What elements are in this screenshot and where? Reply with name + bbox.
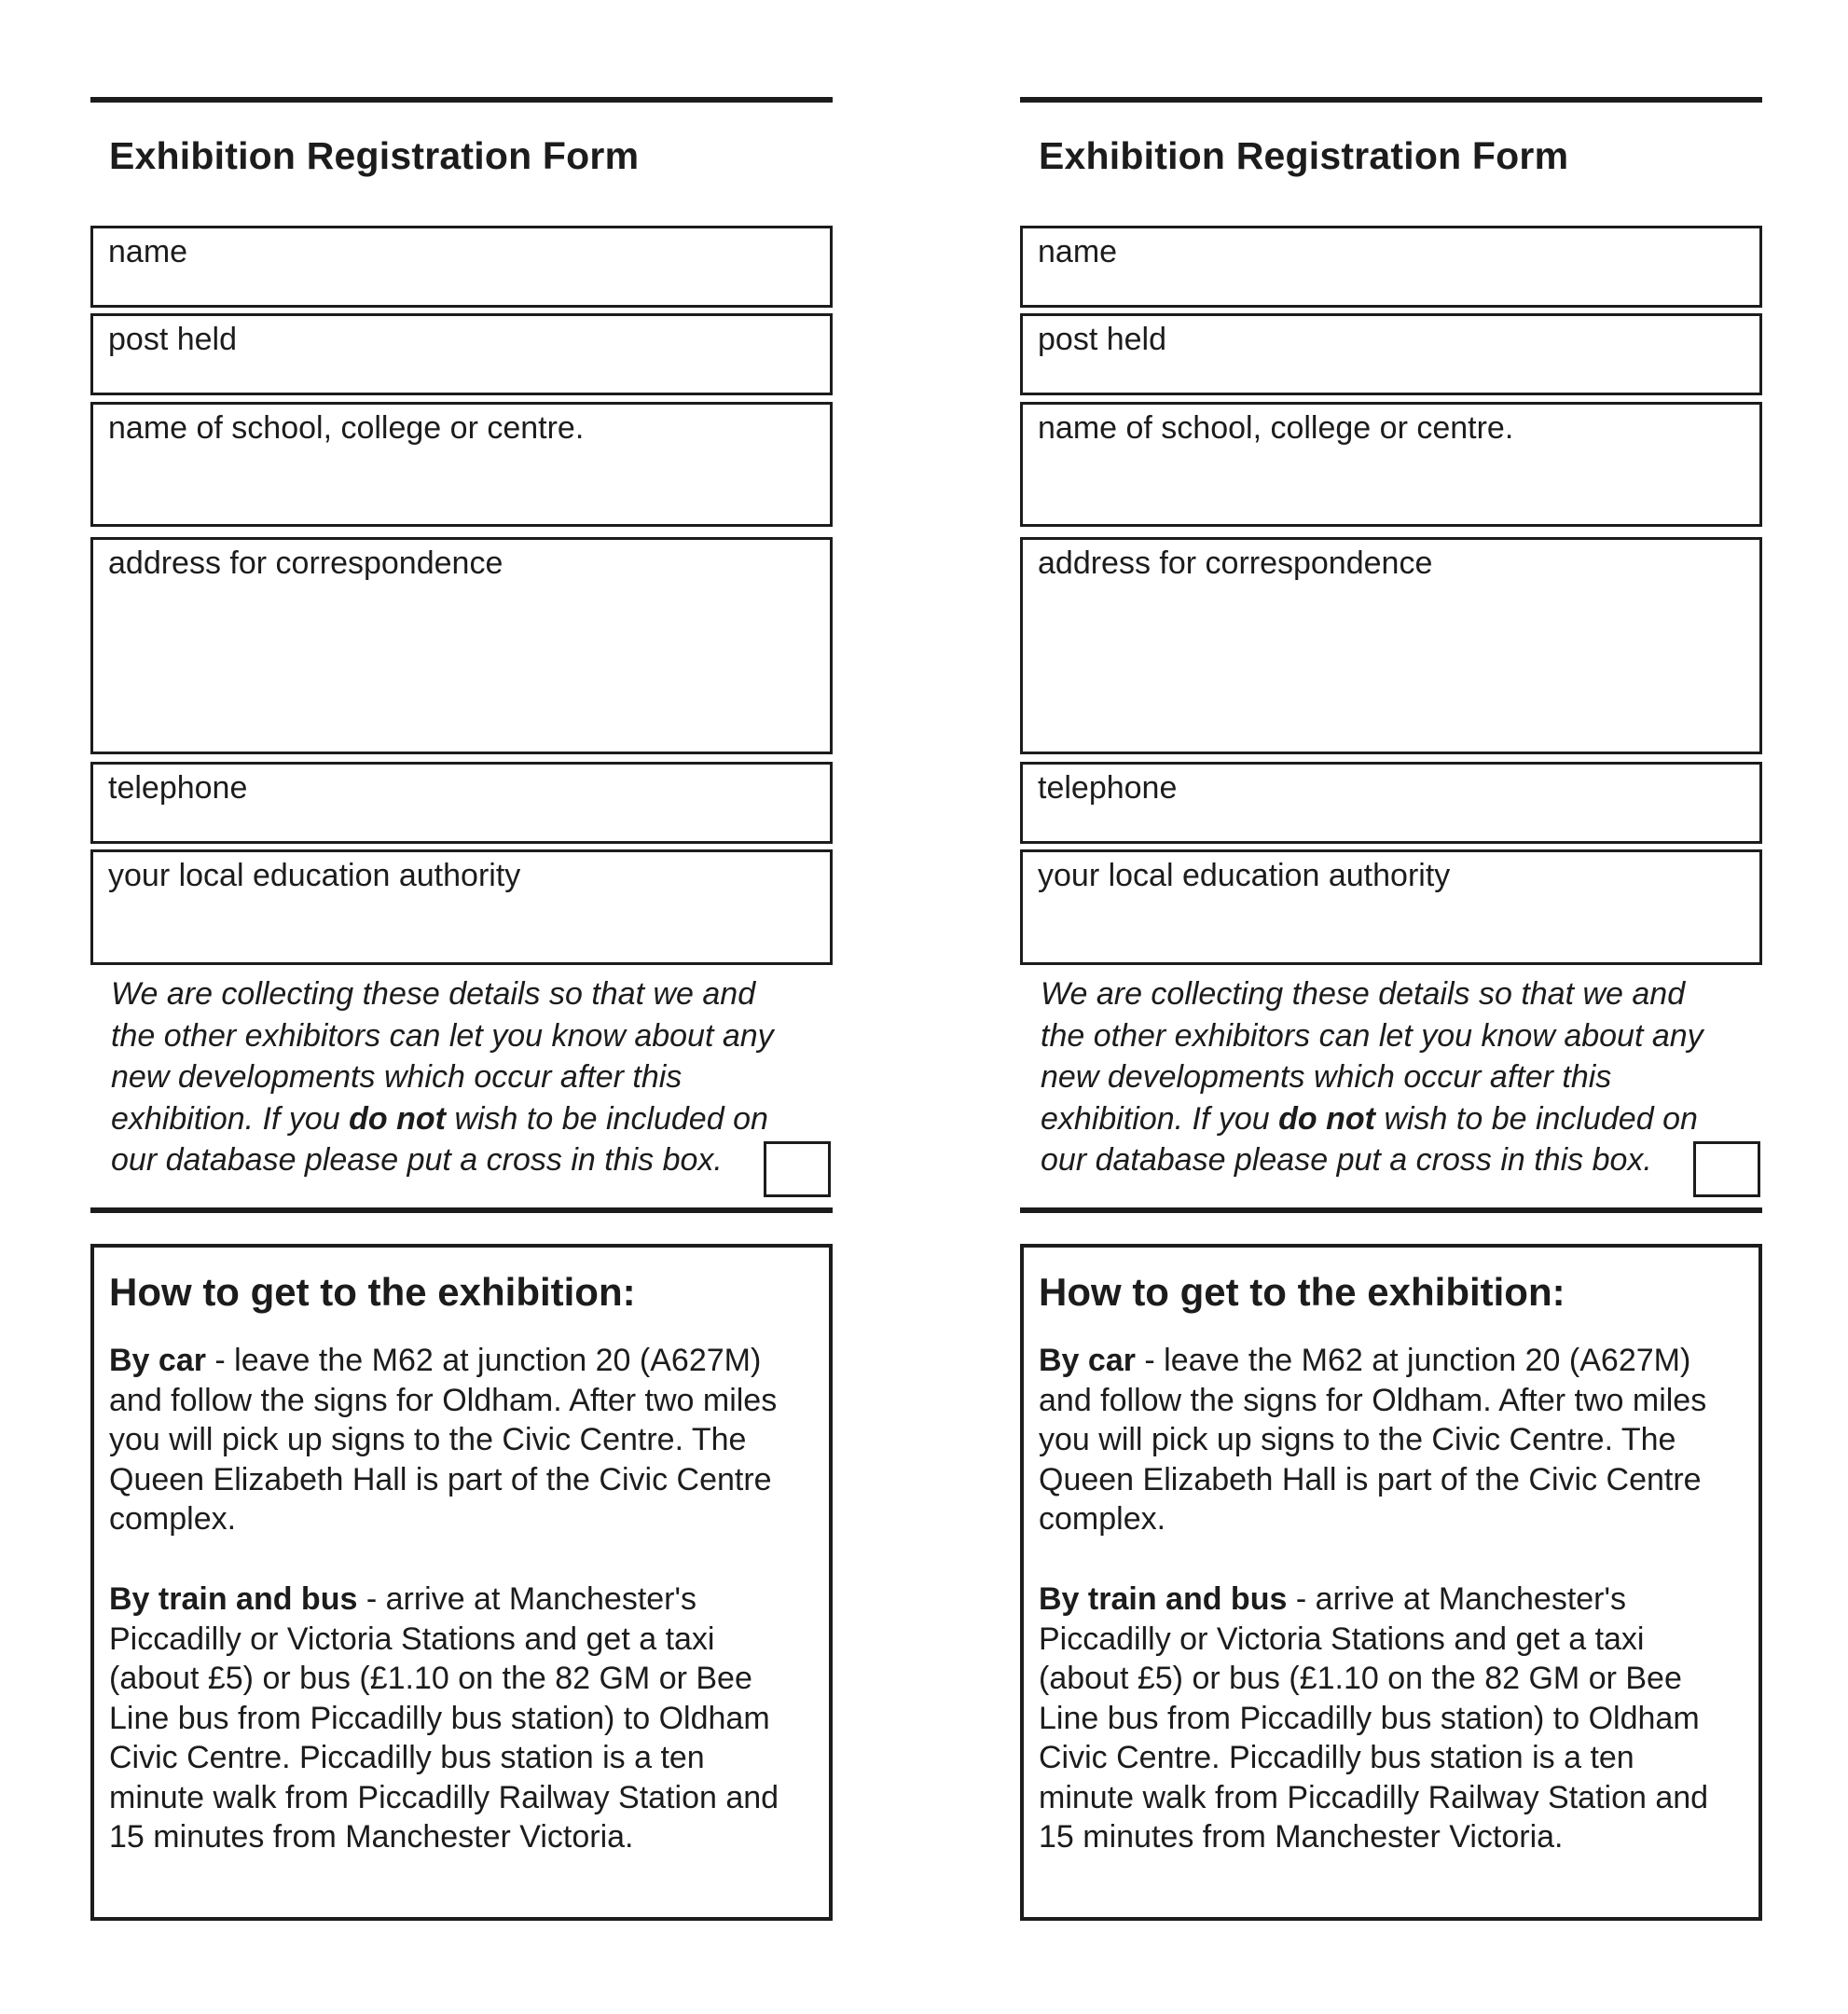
by-train-line bbox=[109, 1579, 818, 1620]
privacy-note-line: the other exhibitors can let you know about any bbox=[1041, 1017, 1703, 1054]
directions-box bbox=[90, 1244, 833, 1921]
by-car-lead: By car bbox=[109, 1343, 206, 1378]
by-train-line: 15 minutes from Manchester Victoria. bbox=[1039, 1819, 1564, 1855]
post-held-field[interactable] bbox=[1020, 313, 1762, 395]
privacy-note-text: wish to be included on bbox=[446, 1100, 768, 1137]
by-car-text: - leave the M62 at junction 20 (A627M) bbox=[205, 1343, 762, 1378]
by-car-paragraph bbox=[109, 1341, 818, 1539]
name-label: name bbox=[108, 234, 188, 269]
directions-box bbox=[1020, 1244, 1762, 1921]
by-train-line: minute walk from Piccadilly Railway Station and bbox=[1039, 1779, 1709, 1815]
by-car-line: you will pick up signs to the Civic Centre. The bbox=[109, 1422, 747, 1457]
divider-rule bbox=[1020, 1207, 1762, 1213]
privacy-note-emphasis: do not bbox=[349, 1100, 446, 1137]
name-label: name bbox=[1038, 234, 1118, 269]
privacy-note-line: new developments which occur after this bbox=[111, 1059, 683, 1095]
post-held-label: post held bbox=[1038, 322, 1166, 357]
form-title: Exhibition Registration Form bbox=[1039, 134, 1569, 177]
by-train-text: - arrive at Manchester's bbox=[1287, 1581, 1626, 1617]
directions-heading: How to get to the exhibition: bbox=[1039, 1270, 1565, 1314]
privacy-note-line: our database please put a cross in this box. bbox=[111, 1142, 723, 1178]
by-train-line: Line bus from Piccadilly bus station) to Oldham bbox=[109, 1700, 770, 1736]
by-train-line: minute walk from Piccadilly Railway Station and bbox=[109, 1779, 779, 1815]
divider-rule bbox=[90, 1207, 833, 1213]
post-held-label: post held bbox=[108, 322, 237, 357]
by-train-line: Line bus from Piccadilly bus station) to Oldham bbox=[1039, 1700, 1700, 1736]
address-label: address for correspondence bbox=[1038, 545, 1433, 581]
privacy-note-line bbox=[1041, 1098, 1758, 1140]
by-car-line: and follow the signs for Oldham. After two miles bbox=[1039, 1382, 1707, 1418]
by-car-line: Queen Elizabeth Hall is part of the Civic Centre bbox=[1039, 1461, 1702, 1497]
by-train-line: Piccadilly or Victoria Stations and get a taxi bbox=[109, 1621, 715, 1657]
by-train-line: (about £5) or bus (£1.10 on the 82 GM or Bee bbox=[109, 1661, 752, 1696]
privacy-note-line bbox=[111, 1098, 829, 1140]
top-rule bbox=[1020, 97, 1762, 103]
by-train-text: - arrive at Manchester's bbox=[357, 1581, 696, 1617]
privacy-note-emphasis: do not bbox=[1278, 1100, 1375, 1137]
privacy-note-text: exhibition. If you bbox=[1041, 1100, 1279, 1137]
privacy-note-line: our database please put a cross in this box. bbox=[1041, 1142, 1652, 1178]
school-field[interactable] bbox=[90, 402, 833, 527]
privacy-note bbox=[1041, 973, 1758, 1181]
by-car-lead: By car bbox=[1039, 1343, 1136, 1378]
post-held-field[interactable] bbox=[90, 313, 833, 395]
school-label: name of school, college or centre. bbox=[1038, 410, 1514, 446]
local-education-authority-label: your local education authority bbox=[1038, 858, 1451, 893]
top-rule bbox=[90, 97, 833, 103]
telephone-field[interactable] bbox=[90, 762, 833, 844]
by-car-line: and follow the signs for Oldham. After two miles bbox=[109, 1382, 778, 1418]
by-car-line bbox=[1039, 1341, 1747, 1381]
school-field[interactable] bbox=[1020, 402, 1762, 527]
telephone-label: telephone bbox=[108, 770, 248, 806]
by-car-paragraph bbox=[1039, 1341, 1747, 1539]
by-car-line: complex. bbox=[1039, 1501, 1166, 1537]
by-car-line bbox=[109, 1341, 818, 1381]
by-car-text: - leave the M62 at junction 20 (A627M) bbox=[1135, 1343, 1691, 1378]
local-education-authority-label: your local education authority bbox=[108, 858, 521, 893]
name-field[interactable] bbox=[90, 226, 833, 308]
opt-out-checkbox[interactable] bbox=[1693, 1141, 1760, 1197]
opt-out-checkbox[interactable] bbox=[764, 1141, 831, 1197]
by-train-paragraph bbox=[1039, 1579, 1747, 1857]
name-field[interactable] bbox=[1020, 226, 1762, 308]
local-education-authority-field[interactable] bbox=[1020, 849, 1762, 965]
privacy-note-line: We are collecting these details so that we and bbox=[111, 976, 756, 1012]
by-train-line bbox=[1039, 1579, 1747, 1620]
by-train-line: Piccadilly or Victoria Stations and get a taxi bbox=[1039, 1621, 1645, 1657]
privacy-note bbox=[111, 973, 829, 1181]
telephone-label: telephone bbox=[1038, 770, 1178, 806]
privacy-note-text: wish to be included on bbox=[1375, 1100, 1698, 1137]
by-car-line: complex. bbox=[109, 1501, 237, 1537]
privacy-note-text: exhibition. If you bbox=[111, 1100, 350, 1137]
school-label: name of school, college or centre. bbox=[108, 410, 585, 446]
registration-form-left bbox=[90, 0, 833, 2014]
privacy-note-line: new developments which occur after this bbox=[1041, 1059, 1612, 1095]
by-train-line: (about £5) or bus (£1.10 on the 82 GM or Bee bbox=[1039, 1661, 1682, 1696]
form-title: Exhibition Registration Form bbox=[109, 134, 640, 177]
by-car-line: Queen Elizabeth Hall is part of the Civic Centre bbox=[109, 1461, 772, 1497]
by-train-line: 15 minutes from Manchester Victoria. bbox=[109, 1819, 634, 1855]
by-train-lead: By train and bus bbox=[1039, 1581, 1288, 1617]
local-education-authority-field[interactable] bbox=[90, 849, 833, 965]
address-field[interactable] bbox=[1020, 537, 1762, 754]
privacy-note-line: the other exhibitors can let you know about any bbox=[111, 1017, 774, 1054]
address-field[interactable] bbox=[90, 537, 833, 754]
by-train-line: Civic Centre. Piccadilly bus station is a ten bbox=[1039, 1740, 1634, 1775]
by-train-line: Civic Centre. Piccadilly bus station is a ten bbox=[109, 1740, 705, 1775]
by-train-lead: By train and bus bbox=[109, 1581, 358, 1617]
by-car-line: you will pick up signs to the Civic Centre. The bbox=[1039, 1422, 1676, 1457]
privacy-note-line: We are collecting these details so that we and bbox=[1041, 976, 1686, 1012]
by-train-paragraph bbox=[109, 1579, 818, 1857]
directions-heading: How to get to the exhibition: bbox=[109, 1270, 636, 1314]
registration-form-right bbox=[1020, 0, 1762, 2014]
address-label: address for correspondence bbox=[108, 545, 503, 581]
telephone-field[interactable] bbox=[1020, 762, 1762, 844]
